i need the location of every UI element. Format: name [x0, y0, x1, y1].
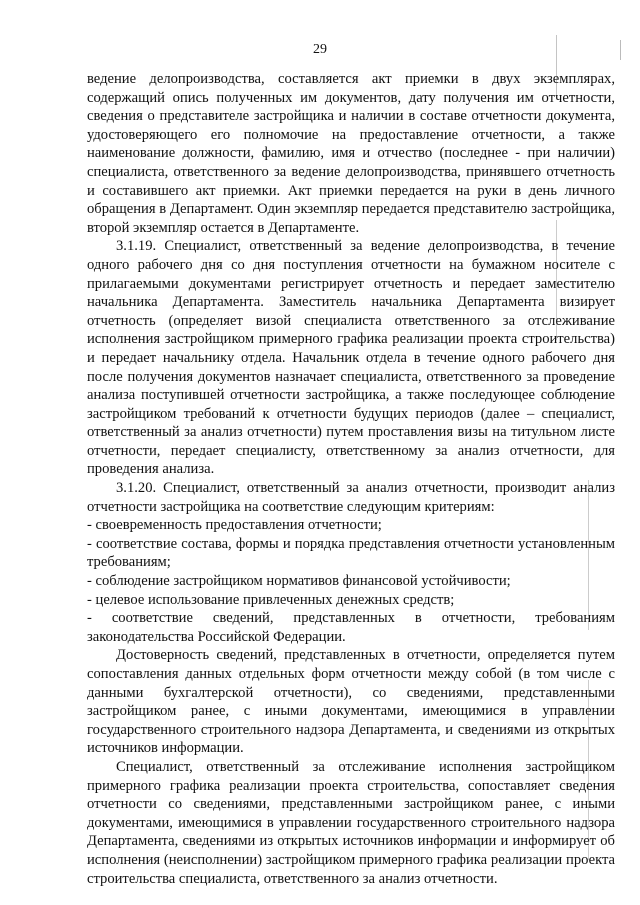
paragraph-3-1-20: 3.1.20. Специалист, ответственный за анализ отчетности, производит анализ отчетности застройщика на соответствие следующим критериям: [87, 480, 615, 515]
paragraph-reliability: Достоверность сведений, представленных в отчетности, определяется путем сопоставления данных отдельных форм отчетности между собой (в том числе с данными бухгалтерской отчетности), со сведениями, представленными застройщиком ранее, с иными документами, имеющимися в управлении государственного строительного надзора Департамента, и сведениями из открытых источников информации. [87, 647, 615, 757]
criteria-item-composition: - соответствие состава, формы и порядка представления отчетности установленным требованиям; [87, 535, 615, 571]
paragraph-3-1-19: 3.1.19. Специалист, ответственный за ведение делопроизводства, в течение одного рабочего дня со дня поступления отчетности на бумажном носителе с прилагаемыми документами регистрирует отчетность и передает заместителю начальника Департамента. Заместитель начальника Департамента визирует отчетность (определяет визой специалиста ответственного за отслеживание исполнения застройщиком примерного графика реализации проекта строительства) и передает начальнику отдела. Начальник отдела в течение одного рабочего дня после получения документов назначает специалиста, ответственного за проведение анализа поступившей отчетности застройщика, а также последующее соблюдение застройщиком требований к отчетности будущих периодов (далее – специалист, ответственный за анализ отчетности) путем проставления визы на титульном листе отчетности, передает специалисту, ответственному за анализ отчетности, для проведения анализа. [87, 238, 615, 478]
criteria-item-financial-standards: - соблюдение застройщиком нормативов финансовой устойчивости; [87, 573, 511, 590]
paragraph-continuation: ведение делопроизводства, составляется акт приемки в двух экземплярах, содержащий опись полученных им документов, дату получения им отчетности, сведения о представителе застройщика и наличии в составе отчетности документа, удостоверяющего его полномочие на предоставление отчетности, а также наименование должности, фамилию, имя и отчество (последнее - при наличии) специалиста, ответственного за ведение делопроизводства, принявшего отчетность и составившего акт приемки. Акт приемки передается на руки в день личного обращения в Департамент. Один экземпляр передается представителю застройщика, второй экземпляр остается в Департаменте. [87, 71, 615, 236]
criteria-item-timeliness: - своевременность предоставления отчетности; [87, 517, 382, 534]
paragraph-schedule-specialist: Специалист, ответственный за отслеживание исполнения застройщиком примерного графика реализации проекта строительства, сопоставляет сведения отчетности со сведениями, представленными застройщиком ранее, с иными документами, имеющимися в управлении государственного строительного надзора Департамента, сведениями из открытых источников информации и информирует об исполнения (неисполнении) застройщиком примерного графика реализации проекта строительства специалиста, ответственного за анализ отчетности. [87, 758, 615, 887]
criteria-item-legislation: - соответствие сведений, представленных в отчетности, требованиям законодательства Российской Федерации. [87, 610, 615, 645]
document-body [87, 70, 615, 888]
scan-artifact-line [620, 40, 621, 60]
scan-artifact-line [588, 680, 589, 860]
page-number: 29 [313, 42, 327, 57]
scan-artifact-line [588, 480, 589, 630]
criteria-item-targeted-use: - целевое использование привлеченных денежных средств; [87, 591, 455, 608]
scan-artifact-line [556, 35, 557, 95]
scan-artifact-line [556, 220, 557, 340]
